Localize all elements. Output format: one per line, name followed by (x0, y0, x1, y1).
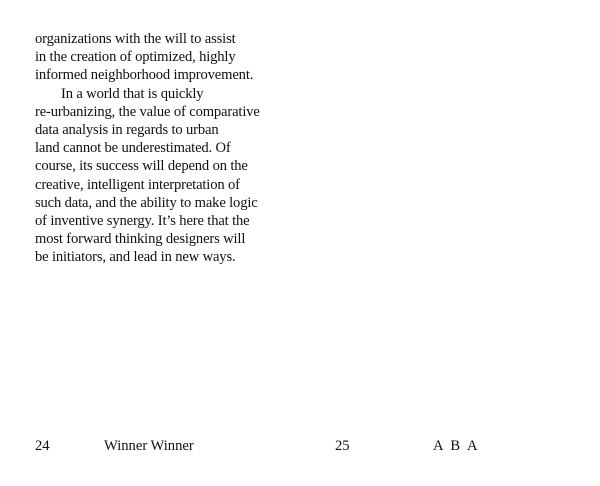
text-line: land cannot be underestimated. Of (35, 140, 231, 157)
body-paragraphs (35, 30, 297, 267)
text-line: In a world that is quickly (61, 85, 204, 102)
right-page (300, 0, 600, 486)
text-line: organizations with the will to assist (35, 31, 236, 47)
right-page-number: 25 (335, 438, 350, 454)
text-line: such data, and the ability to make logic (35, 194, 258, 211)
text-line: re-urbanizing, the value of comparative (35, 103, 260, 120)
text-line: informed neighborhood improvement. (35, 67, 254, 84)
text-line: in the creation of optimized, highly (35, 49, 236, 66)
right-running-title: A B A (433, 438, 480, 454)
left-running-title: Winner Winner (104, 438, 194, 454)
left-page-number: 24 (35, 438, 50, 454)
text-line: of inventive synergy. It’s here that the (35, 213, 250, 230)
text-line: be initiators, and lead in new ways. (35, 249, 236, 266)
text-line: creative, intelligent interpretation of (35, 176, 240, 193)
text-line: most forward thinking designers will (35, 231, 246, 248)
text-line: data analysis in regards to urban (35, 122, 219, 139)
text-line: course, its success will depend on the (35, 158, 248, 175)
